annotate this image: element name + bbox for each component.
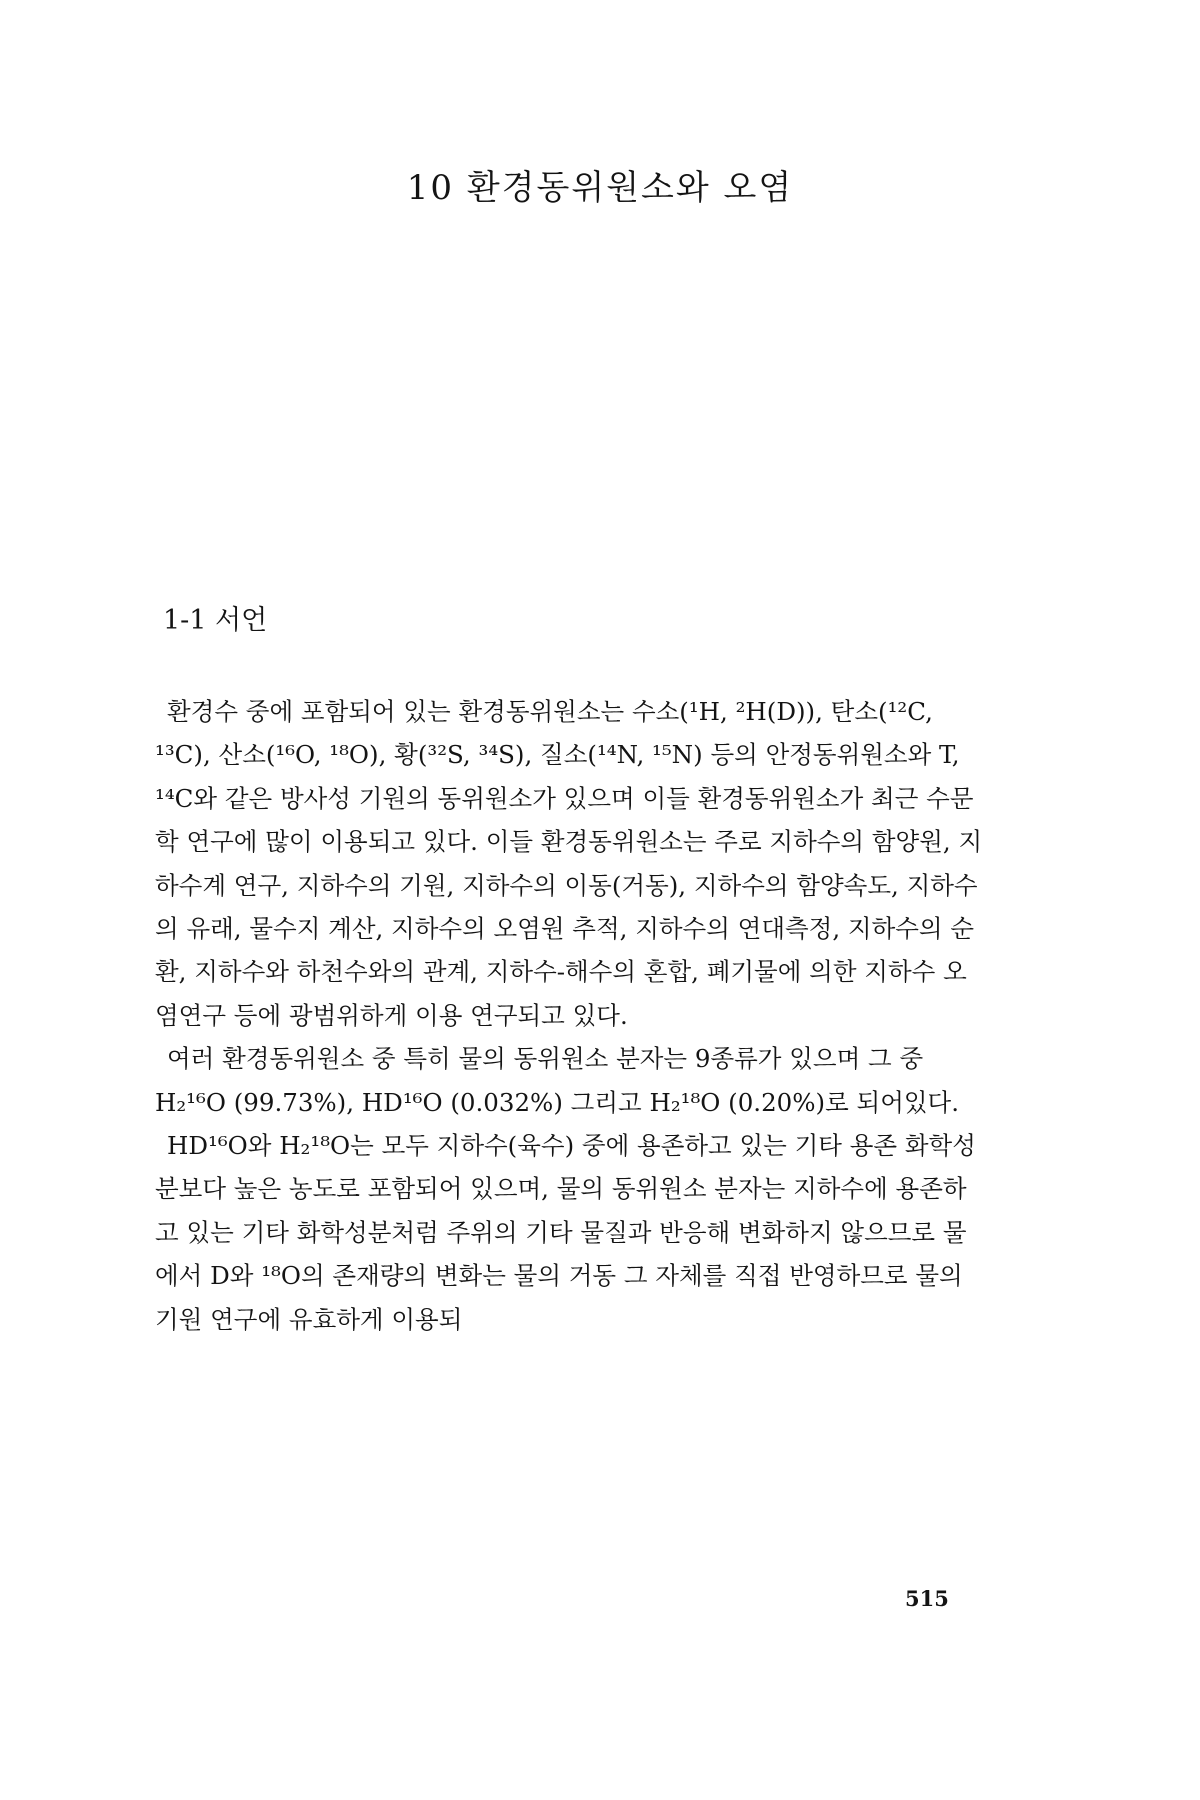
section-heading: 1-1 서언 bbox=[163, 605, 268, 636]
body-text bbox=[155, 690, 985, 1341]
paragraph-3: HD¹⁶O와 H₂¹⁸O는 모두 지하수(육수) 중에 용존하고 있는 기타 용존 화학성분보다 높은 농도로 포함되어 있으며, 물의 동위원소 분자는 지하수에 용존하고 있는 기타 화학성분처럼 주위의 기타 물질과 반응해 변화하지 않으므로 물에서 D와 ¹⁸O의 존재량의 변화는 물의 거동 그 자체를 직접 반영하므로 물의 기원 연구에 유효하게 이용되 bbox=[155, 1131, 976, 1334]
paragraph-2: 여러 환경동위원소 중 특히 물의 동위원소 분자는 9종류가 있으며 그 중 H₂¹⁶O (99.73%), HD¹⁶O (0.032%) 그리고 H₂¹⁸O (0.20%)로 되어있다. bbox=[155, 1044, 960, 1117]
paragraph-1: 환경수 중에 포함되어 있는 환경동위원소는 수소(¹H, ²H(D)), 탄소(¹²C, ¹³C), 산소(¹⁶O, ¹⁸O), 황(³²S, ³⁴S), 질소(¹⁴N, ¹⁵N) 등의 안정동위원소와 T, ¹⁴C와 같은 방사성 기원의 동위원소가 있으며 이들 환경동위원소가 최근 수문학 연구에 많이 이용되고 있다. 이들 환경동위원소는 주로 지하수의 함양원, 지하수계 연구, 지하수의 기원, 지하수의 이동(거동), 지하수의 함양속도, 지하수의 유래, 물수지 계산, 지하수의 오염원 추적, 지하수의 연대측정, 지하수의 순환, 지하수와 하천수와의 관계, 지하수-해수의 혼합, 폐기물에 의한 지하수 오염연구 등에 광범위하게 이용 연구되고 있다. bbox=[155, 697, 983, 1030]
page-number: 515 bbox=[905, 1586, 949, 1611]
chapter-title: 10 환경동위원소와 오염 bbox=[406, 168, 794, 208]
